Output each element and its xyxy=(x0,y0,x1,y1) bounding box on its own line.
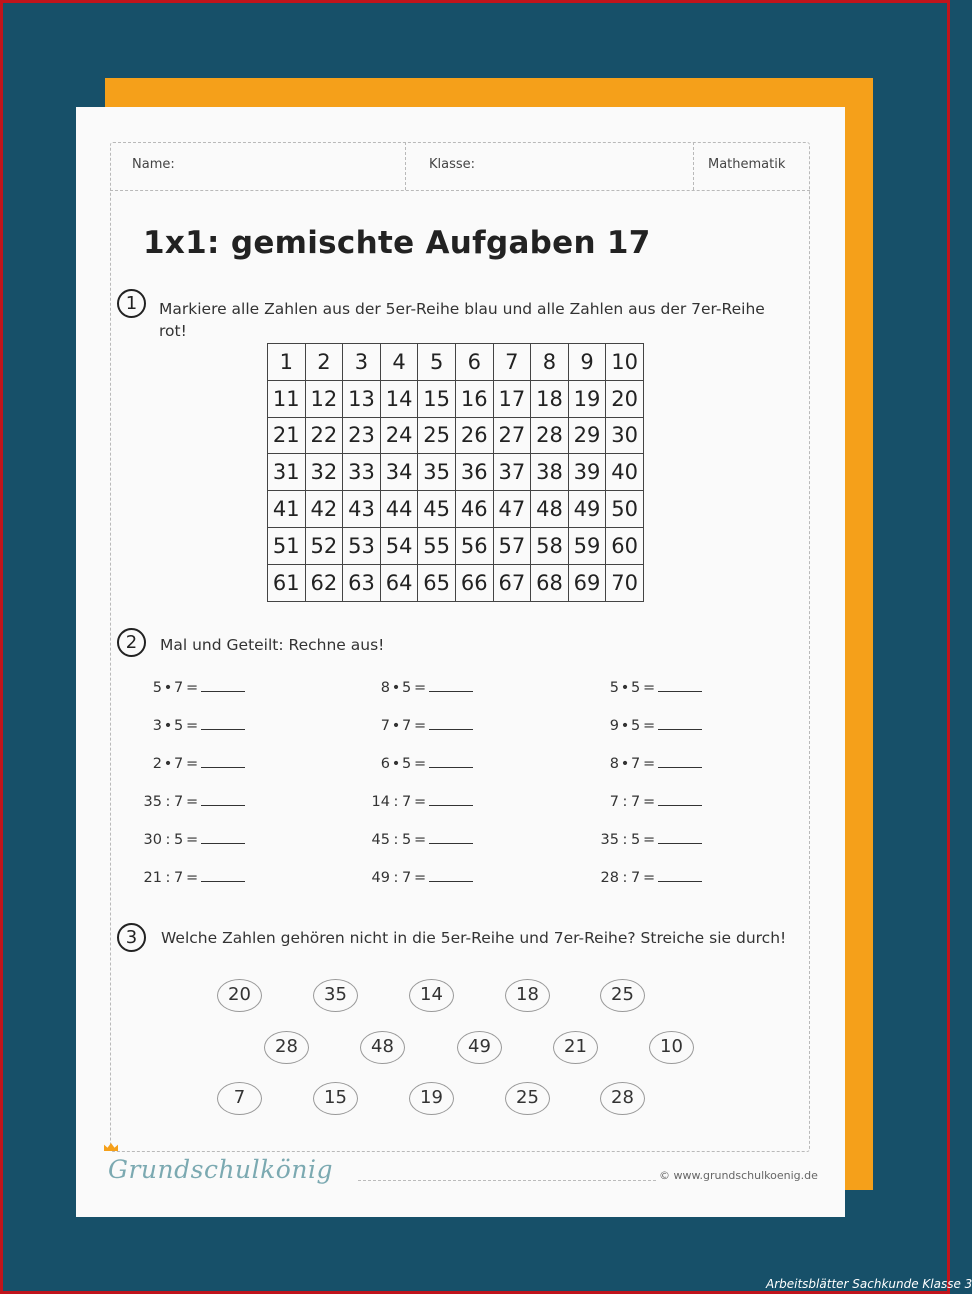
grid-cell[interactable]: 43 xyxy=(343,491,381,528)
equation-operand: 45 xyxy=(371,832,390,848)
equation-operand: 5 xyxy=(631,718,641,734)
grid-cell[interactable]: 44 xyxy=(380,491,418,528)
grid-cell[interactable]: 49 xyxy=(568,491,606,528)
equation xyxy=(597,755,702,772)
equation-operator: : xyxy=(393,794,399,810)
answer-blank[interactable] xyxy=(201,869,245,882)
image-caption: Arbeitsblätter Sachkunde Klasse 3 xyxy=(766,1277,972,1291)
equation-operand: 5 xyxy=(174,718,184,734)
answer-blank[interactable] xyxy=(658,717,702,730)
grid-cell[interactable]: 34 xyxy=(380,454,418,491)
grid-cell[interactable]: 58 xyxy=(531,527,569,564)
equals-sign: = xyxy=(643,718,656,734)
grid-cell[interactable]: 33 xyxy=(343,454,381,491)
equals-sign: = xyxy=(414,756,427,772)
equation xyxy=(368,679,473,696)
grid-cell[interactable]: 24 xyxy=(380,417,418,454)
worksheet xyxy=(76,107,845,1217)
number-oval[interactable]: 35 xyxy=(313,979,358,1012)
equation-operator: • xyxy=(391,718,401,734)
equation-operand: 7 xyxy=(402,794,412,810)
grid-cell[interactable]: 27 xyxy=(493,417,531,454)
grid-cell[interactable]: 70 xyxy=(606,564,644,601)
grid-cell[interactable]: 46 xyxy=(455,491,493,528)
grid-cell[interactable]: 12 xyxy=(305,380,343,417)
grid-row xyxy=(268,491,644,528)
equation-operand: 5 xyxy=(402,680,412,696)
grid-row xyxy=(268,417,644,454)
task-3-instruction: Welche Zahlen gehören nicht in die 5er-Reihe und 7er-Reihe? Streiche sie durch! xyxy=(161,929,787,947)
equation-operand: 14 xyxy=(371,794,390,810)
equals-sign: = xyxy=(643,832,656,848)
grid-cell[interactable]: 63 xyxy=(343,564,381,601)
equation-operator: : xyxy=(622,794,628,810)
grid-cell[interactable]: 26 xyxy=(455,417,493,454)
equation-operand: 7 xyxy=(631,756,641,772)
equation xyxy=(140,717,245,734)
equation-operand: 49 xyxy=(371,870,390,886)
answer-blank[interactable] xyxy=(201,831,245,844)
equation-operator: • xyxy=(391,756,401,772)
equation-operator: : xyxy=(393,870,399,886)
worksheet-title: 1x1: gemischte Aufgaben 17 xyxy=(143,225,651,261)
equation xyxy=(140,831,245,848)
equation-operand: 9 xyxy=(609,718,619,734)
equation-operand: 7 xyxy=(174,870,184,886)
number-oval[interactable]: 48 xyxy=(360,1031,405,1064)
grid-cell[interactable]: 13 xyxy=(343,380,381,417)
grid-cell[interactable]: 51 xyxy=(268,527,306,564)
equation-operator: : xyxy=(393,832,399,848)
task-1-number: 1 xyxy=(117,289,146,318)
answer-blank[interactable] xyxy=(658,869,702,882)
equation-operand: 2 xyxy=(152,756,162,772)
grid-cell[interactable]: 4 xyxy=(380,344,418,381)
grid-row xyxy=(268,564,644,601)
equation-operand: 5 xyxy=(174,832,184,848)
grid-cell[interactable]: 28 xyxy=(531,417,569,454)
number-oval[interactable]: 20 xyxy=(217,979,262,1012)
task-1-line-1: Markiere alle Zahlen aus der 5er-Reihe blau und alle Zahlen aus der 7er-Reihe xyxy=(159,300,765,318)
grid-cell[interactable]: 67 xyxy=(493,564,531,601)
equation-operand: 8 xyxy=(380,680,390,696)
subject-label: Mathematik xyxy=(708,157,786,172)
answer-blank[interactable] xyxy=(201,793,245,806)
grid-cell[interactable]: 64 xyxy=(380,564,418,601)
grid-cell[interactable]: 41 xyxy=(268,491,306,528)
grid-cell[interactable]: 42 xyxy=(305,491,343,528)
answer-blank[interactable] xyxy=(429,755,473,768)
grid-cell[interactable]: 47 xyxy=(493,491,531,528)
grid-cell[interactable]: 11 xyxy=(268,380,306,417)
grid-cell[interactable]: 57 xyxy=(493,527,531,564)
equation-operator: : xyxy=(622,832,628,848)
grid-cell[interactable]: 21 xyxy=(268,417,306,454)
grid-cell[interactable]: 17 xyxy=(493,380,531,417)
equals-sign: = xyxy=(186,794,199,810)
grid-cell[interactable]: 53 xyxy=(343,527,381,564)
grid-cell[interactable]: 16 xyxy=(455,380,493,417)
number-oval[interactable]: 21 xyxy=(553,1031,598,1064)
grid-row xyxy=(268,380,644,417)
equation-operand: 30 xyxy=(143,832,162,848)
answer-blank[interactable] xyxy=(429,679,473,692)
equals-sign: = xyxy=(643,794,656,810)
equation-operand: 5 xyxy=(631,832,641,848)
equation xyxy=(368,717,473,734)
equals-sign: = xyxy=(414,794,427,810)
equals-sign: = xyxy=(643,680,656,696)
equals-sign: = xyxy=(186,756,199,772)
answer-blank[interactable] xyxy=(429,869,473,882)
equation xyxy=(597,869,702,886)
grid-cell[interactable]: 48 xyxy=(531,491,569,528)
equation-operand: 3 xyxy=(152,718,162,734)
grid-cell[interactable]: 10 xyxy=(606,344,644,381)
footer-divider xyxy=(358,1180,656,1181)
equation-operand: 28 xyxy=(600,870,619,886)
equals-sign: = xyxy=(414,870,427,886)
grid-cell[interactable]: 38 xyxy=(531,454,569,491)
grid-cell[interactable]: 50 xyxy=(606,491,644,528)
grid-cell[interactable]: 2 xyxy=(305,344,343,381)
equation-operand: 35 xyxy=(143,794,162,810)
grid-cell[interactable]: 55 xyxy=(418,527,456,564)
number-oval[interactable]: 25 xyxy=(505,1082,550,1115)
grid-cell[interactable]: 22 xyxy=(305,417,343,454)
grid-cell[interactable]: 39 xyxy=(568,454,606,491)
grid-cell[interactable]: 25 xyxy=(418,417,456,454)
number-oval[interactable]: 49 xyxy=(457,1031,502,1064)
grid-cell[interactable]: 6 xyxy=(455,344,493,381)
equation-operand: 21 xyxy=(143,870,162,886)
equation xyxy=(597,717,702,734)
equation-operand: 6 xyxy=(380,756,390,772)
equals-sign: = xyxy=(643,756,656,772)
equation-operand: 5 xyxy=(631,680,641,696)
equation-operand: 7 xyxy=(402,870,412,886)
grid-cell[interactable]: 7 xyxy=(493,344,531,381)
equals-sign: = xyxy=(186,870,199,886)
equation-operator: : xyxy=(165,870,171,886)
number-oval[interactable]: 19 xyxy=(409,1082,454,1115)
grid-cell[interactable]: 61 xyxy=(268,564,306,601)
equation-operand: 5 xyxy=(402,832,412,848)
grid-cell[interactable]: 40 xyxy=(606,454,644,491)
grid-row xyxy=(268,344,644,381)
equation-operator: : xyxy=(165,794,171,810)
equation-operand: 7 xyxy=(631,794,641,810)
grid-cell[interactable]: 36 xyxy=(455,454,493,491)
grid-cell[interactable]: 66 xyxy=(455,564,493,601)
answer-blank[interactable] xyxy=(201,717,245,730)
number-oval[interactable]: 10 xyxy=(649,1031,694,1064)
equation-operand: 5 xyxy=(609,680,619,696)
equals-sign: = xyxy=(643,870,656,886)
answer-blank[interactable] xyxy=(201,755,245,768)
grid-cell[interactable]: 20 xyxy=(606,380,644,417)
equation-operand: 7 xyxy=(609,794,619,810)
equation-operand: 8 xyxy=(609,756,619,772)
grid-cell[interactable]: 45 xyxy=(418,491,456,528)
equation-operator: • xyxy=(620,680,630,696)
equation xyxy=(597,793,702,810)
grid-cell[interactable]: 23 xyxy=(343,417,381,454)
task-1-instruction xyxy=(159,298,765,342)
equation-operator: • xyxy=(620,756,630,772)
header-divider xyxy=(405,142,406,190)
equation-operand: 7 xyxy=(402,718,412,734)
equation-operand: 5 xyxy=(152,680,162,696)
equation-operand: 7 xyxy=(380,718,390,734)
equation-operator: • xyxy=(163,680,173,696)
grid-cell[interactable]: 62 xyxy=(305,564,343,601)
task-3-number: 3 xyxy=(117,923,146,952)
task-2-number: 2 xyxy=(117,628,146,657)
grid-cell[interactable]: 69 xyxy=(568,564,606,601)
grid-cell[interactable]: 15 xyxy=(418,380,456,417)
equation xyxy=(140,755,245,772)
equation-operand: 35 xyxy=(600,832,619,848)
answer-blank[interactable] xyxy=(658,793,702,806)
worksheet-header xyxy=(110,142,810,191)
grid-row xyxy=(268,454,644,491)
equation xyxy=(140,793,245,810)
equation-operator: • xyxy=(163,718,173,734)
number-oval[interactable]: 25 xyxy=(600,979,645,1012)
equation-operand: 5 xyxy=(402,756,412,772)
number-oval[interactable]: 28 xyxy=(600,1082,645,1115)
website-credit: © www.grundschulkoenig.de xyxy=(659,1169,818,1182)
grid-cell[interactable]: 68 xyxy=(531,564,569,601)
equals-sign: = xyxy=(186,832,199,848)
equation xyxy=(140,679,245,696)
equation xyxy=(368,755,473,772)
grid-cell[interactable]: 5 xyxy=(418,344,456,381)
number-oval[interactable]: 18 xyxy=(505,979,550,1012)
grid-cell[interactable]: 35 xyxy=(418,454,456,491)
task-2-instruction: Mal und Geteilt: Rechne aus! xyxy=(160,636,385,654)
equation-operand: 7 xyxy=(174,756,184,772)
equation-operator: : xyxy=(622,870,628,886)
grid-cell[interactable]: 1 xyxy=(268,344,306,381)
equation-operator: • xyxy=(620,718,630,734)
grid-cell[interactable]: 32 xyxy=(305,454,343,491)
grid-cell[interactable]: 52 xyxy=(305,527,343,564)
grid-cell[interactable]: 31 xyxy=(268,454,306,491)
equation-operator: : xyxy=(165,832,171,848)
task-1-line-2: rot! xyxy=(159,322,187,340)
equation-operand: 7 xyxy=(174,794,184,810)
grid-cell[interactable]: 30 xyxy=(606,417,644,454)
answer-blank[interactable] xyxy=(429,717,473,730)
equation xyxy=(368,831,473,848)
grid-cell[interactable]: 54 xyxy=(380,527,418,564)
grid-row xyxy=(268,527,644,564)
answer-blank[interactable] xyxy=(201,679,245,692)
class-label: Klasse: xyxy=(429,157,476,172)
grid-cell[interactable]: 37 xyxy=(493,454,531,491)
number-oval[interactable]: 7 xyxy=(217,1082,262,1115)
grid-cell[interactable]: 14 xyxy=(380,380,418,417)
grid-cell[interactable]: 65 xyxy=(418,564,456,601)
answer-blank[interactable] xyxy=(429,831,473,844)
number-oval[interactable]: 14 xyxy=(409,979,454,1012)
equation xyxy=(597,679,702,696)
number-oval[interactable]: 28 xyxy=(264,1031,309,1064)
grid-cell[interactable]: 8 xyxy=(531,344,569,381)
answer-blank[interactable] xyxy=(658,755,702,768)
equals-sign: = xyxy=(414,680,427,696)
equals-sign: = xyxy=(186,718,199,734)
equals-sign: = xyxy=(414,832,427,848)
number-grid xyxy=(267,343,644,602)
number-oval[interactable]: 15 xyxy=(313,1082,358,1115)
grundschulkoenig-logo: Grundschulkönig xyxy=(108,1155,333,1184)
answer-blank[interactable] xyxy=(429,793,473,806)
grid-cell[interactable]: 29 xyxy=(568,417,606,454)
header-divider xyxy=(693,142,694,190)
equation xyxy=(368,869,473,886)
grid-cell[interactable]: 9 xyxy=(568,344,606,381)
equation xyxy=(597,831,702,848)
equals-sign: = xyxy=(414,718,427,734)
grid-cell[interactable]: 60 xyxy=(606,527,644,564)
grid-cell[interactable]: 18 xyxy=(531,380,569,417)
equation xyxy=(368,793,473,810)
equation-operator: • xyxy=(163,756,173,772)
grid-cell[interactable]: 56 xyxy=(455,527,493,564)
grid-cell[interactable]: 3 xyxy=(343,344,381,381)
answer-blank[interactable] xyxy=(658,679,702,692)
equation-operator: • xyxy=(391,680,401,696)
equals-sign: = xyxy=(186,680,199,696)
equation xyxy=(140,869,245,886)
grid-cell[interactable]: 59 xyxy=(568,527,606,564)
answer-blank[interactable] xyxy=(658,831,702,844)
name-label: Name: xyxy=(132,157,175,172)
equation-operand: 7 xyxy=(631,870,641,886)
equation-operand: 7 xyxy=(174,680,184,696)
grid-cell[interactable]: 19 xyxy=(568,380,606,417)
